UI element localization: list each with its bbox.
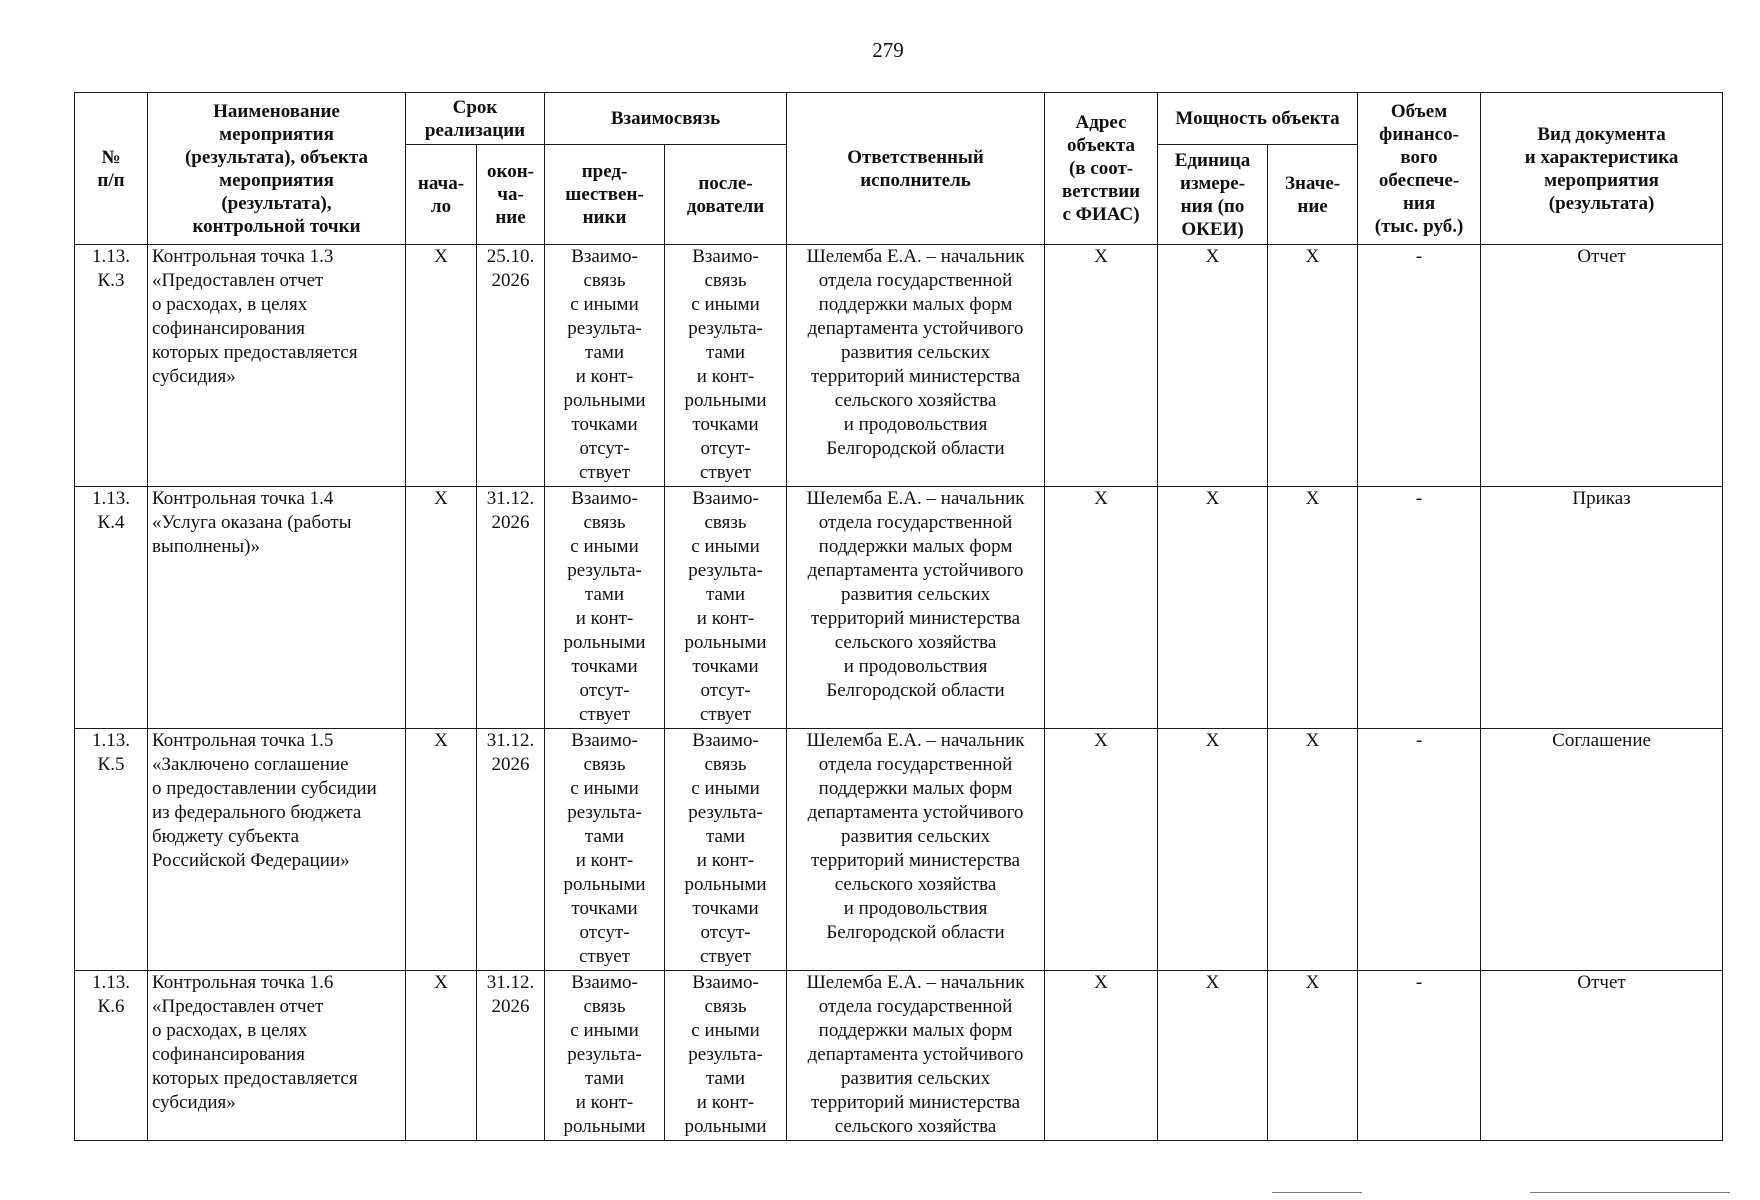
- header-capacity: Мощность объекта: [1158, 93, 1358, 145]
- scan-artifact-line: [1272, 1192, 1362, 1193]
- header-term-start: нача- ло: [406, 145, 477, 245]
- header-unit: Единица измере- ния (по ОКЕИ): [1158, 145, 1268, 245]
- row-value: X: [1268, 971, 1358, 1141]
- row-executor: Шелемба Е.А. – начальник отдела государственной поддержки малых форм департамента устойчивого развития сельских территорий министерства сельского хозяйства: [787, 971, 1045, 1141]
- header-address: Адрес объекта (в соот- ветствии с ФИАС): [1045, 93, 1158, 245]
- header-term-end: окон- ча- ние: [477, 145, 545, 245]
- row-executor: Шелемба Е.А. – начальник отдела государственной поддержки малых форм департамента устойчивого развития сельских территорий министерства сельского хозяйства и продовольствия Белгородской области: [787, 245, 1045, 487]
- table-row: [75, 245, 1723, 487]
- header-link-pre: пред- шествен- ники: [545, 145, 665, 245]
- header-link: Взаимосвязь: [545, 93, 787, 145]
- row-predecessors: Взаимо- связь с иными результа- тами и конт- рольными точками отсут- ствует: [545, 245, 665, 487]
- row-name: Контрольная точка 1.6 «Предоставлен отчет о расходах, в целях софинансирования которых предоставляется субсидия»: [148, 971, 406, 1141]
- row-finance: -: [1358, 245, 1481, 487]
- row-unit: X: [1158, 971, 1268, 1141]
- row-successors: Взаимо- связь с иными результа- тами и конт- рольными точками отсут- ствует: [665, 729, 787, 971]
- row-start: X: [406, 729, 477, 971]
- row-successors: Взаимо- связь с иными результа- тами и конт- рольными точками отсут- ствует: [665, 245, 787, 487]
- row-num: 1.13. К.6: [75, 971, 148, 1141]
- row-finance: -: [1358, 729, 1481, 971]
- row-unit: X: [1158, 729, 1268, 971]
- row-predecessors: Взаимо- связь с иными результа- тами и конт- рольными: [545, 971, 665, 1141]
- row-value: X: [1268, 487, 1358, 729]
- row-finance: -: [1358, 487, 1481, 729]
- row-executor: Шелемба Е.А. – начальник отдела государственной поддержки малых форм департамента устойчивого развития сельских территорий министерства сельского хозяйства и продовольствия Белгородской области: [787, 729, 1045, 971]
- row-successors: Взаимо- связь с иными результа- тами и конт- рольными точками отсут- ствует: [665, 487, 787, 729]
- row-doc: Приказ: [1481, 487, 1723, 729]
- header-name: Наименование мероприятия (результата), объекта мероприятия (результата), контрольной точки: [148, 93, 406, 245]
- header-executor: Ответственный исполнитель: [787, 93, 1045, 245]
- page-number: 279: [872, 38, 904, 62]
- table-row: [75, 971, 1723, 1141]
- row-start: X: [406, 245, 477, 487]
- row-unit: X: [1158, 245, 1268, 487]
- header-num: № п/п: [75, 93, 148, 245]
- row-doc: Соглашение: [1481, 729, 1723, 971]
- row-address: X: [1045, 245, 1158, 487]
- row-predecessors: Взаимо- связь с иными результа- тами и конт- рольными точками отсут- ствует: [545, 487, 665, 729]
- row-unit: X: [1158, 487, 1268, 729]
- header-term: Срок реализации: [406, 93, 545, 145]
- row-doc: Отчет: [1481, 971, 1723, 1141]
- row-start: X: [406, 971, 477, 1141]
- row-address: X: [1045, 971, 1158, 1141]
- row-successors: Взаимо- связь с иными результа- тами и конт- рольными: [665, 971, 787, 1141]
- header-doc: Вид документа и характеристика мероприятия (результата): [1481, 93, 1723, 245]
- row-doc: Отчет: [1481, 245, 1723, 487]
- row-finance: -: [1358, 971, 1481, 1141]
- row-value: X: [1268, 245, 1358, 487]
- row-num: 1.13. К.4: [75, 487, 148, 729]
- row-name: Контрольная точка 1.4 «Услуга оказана (работы выполнены)»: [148, 487, 406, 729]
- row-start: X: [406, 487, 477, 729]
- row-num: 1.13. К.3: [75, 245, 148, 487]
- header-value: Значе- ние: [1268, 145, 1358, 245]
- header-link-post: после- дователи: [665, 145, 787, 245]
- row-end: 31.12. 2026: [477, 971, 545, 1141]
- row-name: Контрольная точка 1.3 «Предоставлен отчет о расходах, в целях софинансирования которых предоставляется субсидия»: [148, 245, 406, 487]
- row-address: X: [1045, 487, 1158, 729]
- row-address: X: [1045, 729, 1158, 971]
- row-num: 1.13. К.5: [75, 729, 148, 971]
- row-predecessors: Взаимо- связь с иными результа- тами и конт- рольными точками отсут- ствует: [545, 729, 665, 971]
- row-executor: Шелемба Е.А. – начальник отдела государственной поддержки малых форм департамента устойчивого развития сельских территорий министерства сельского хозяйства и продовольствия Белгородской области: [787, 487, 1045, 729]
- activities-table: [74, 92, 1723, 1141]
- table-row: [75, 729, 1723, 971]
- header-finance: Объем финансо- вого обеспече- ния (тыс. руб.): [1358, 93, 1481, 245]
- row-end: 31.12. 2026: [477, 487, 545, 729]
- row-end: 31.12. 2026: [477, 729, 545, 971]
- row-name: Контрольная точка 1.5 «Заключено соглашение о предоставлении субсидии из федерального бюджета бюджету субъекта Российской Федерации»: [148, 729, 406, 971]
- row-value: X: [1268, 729, 1358, 971]
- row-end: 25.10. 2026: [477, 245, 545, 487]
- table-row: [75, 487, 1723, 729]
- scan-artifact-line: [1530, 1192, 1730, 1193]
